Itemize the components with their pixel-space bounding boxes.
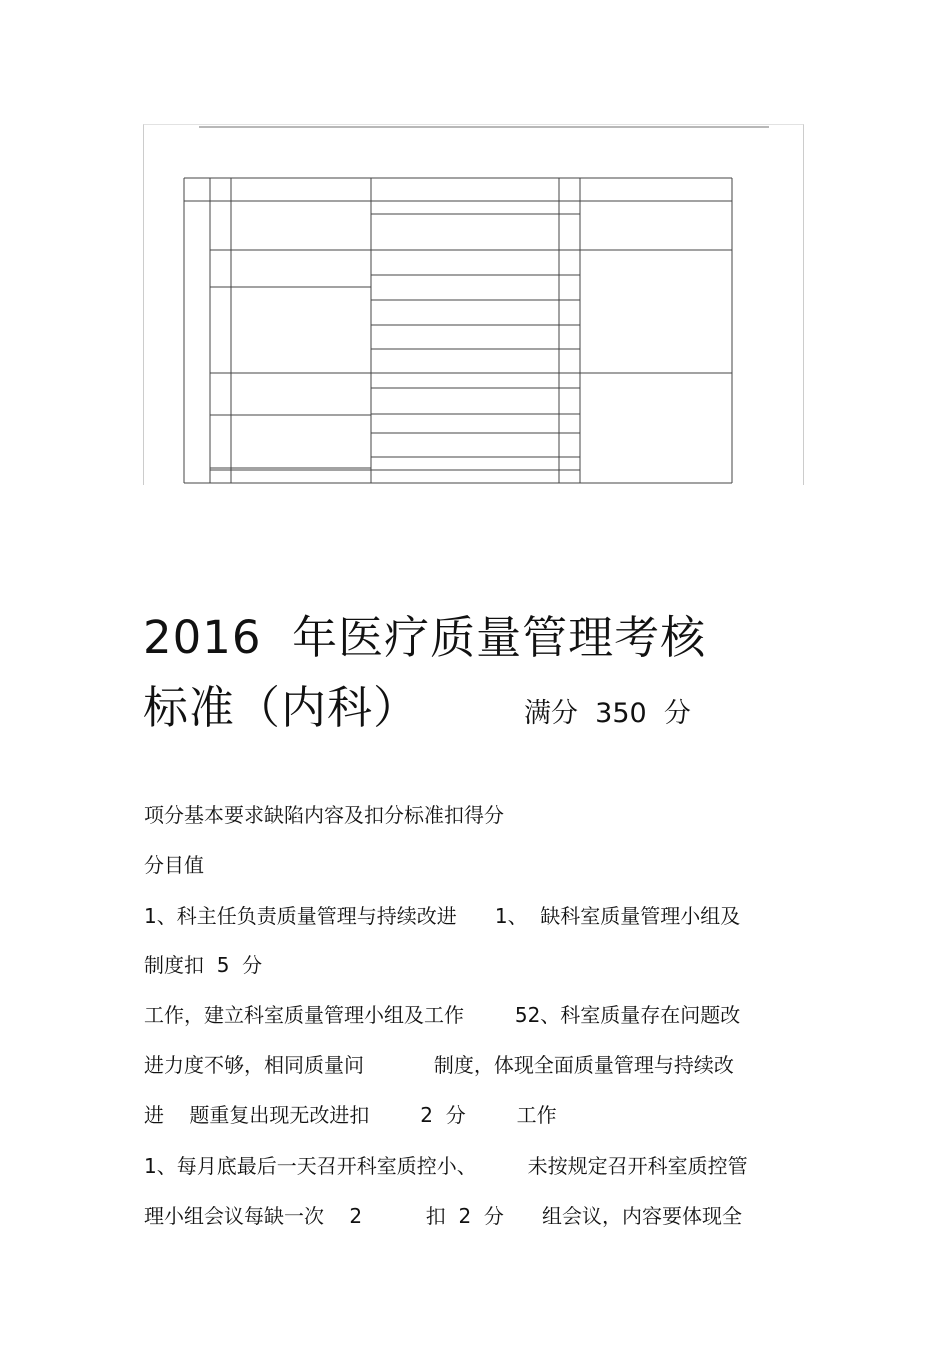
body-line-8: 1、每月底最后一天召开科室质控小、 未按规定召开科室质控管 [144,1154,748,1178]
body-line-3: 1、科主任负责质量管理与持续改进 1、 缺科室质量管理小组及 [144,904,741,928]
body-line-1: 项分基本要求缺陷内容及扣分标准扣得分 [144,803,504,827]
table-grid [144,125,805,486]
body-line-5: 工作，建立科室质量管理小组及工作 52、科室质量存在问题改 [144,1003,741,1027]
body-line-2: 分目值 [144,853,204,877]
body-line-4: 制度扣 5 分 [144,953,263,977]
page-title-line-2: 标准（内科） [143,681,420,734]
body-line-9: 理小组会议每缺一次 2 扣 2 分 组会议，内容要体现全 [144,1204,743,1228]
blank-form-table [143,124,804,485]
body-line-6: 进力度不够，相同质量问 制度，体现全面质量管理与持续改 [144,1053,734,1077]
full-score-label: 满分 350 分 [524,698,691,729]
page-title-line-1: 2016 年医疗质量管理考核 [143,611,707,664]
body-line-7: 进 题重复出现无改进扣 2 分 工作 [144,1103,557,1127]
